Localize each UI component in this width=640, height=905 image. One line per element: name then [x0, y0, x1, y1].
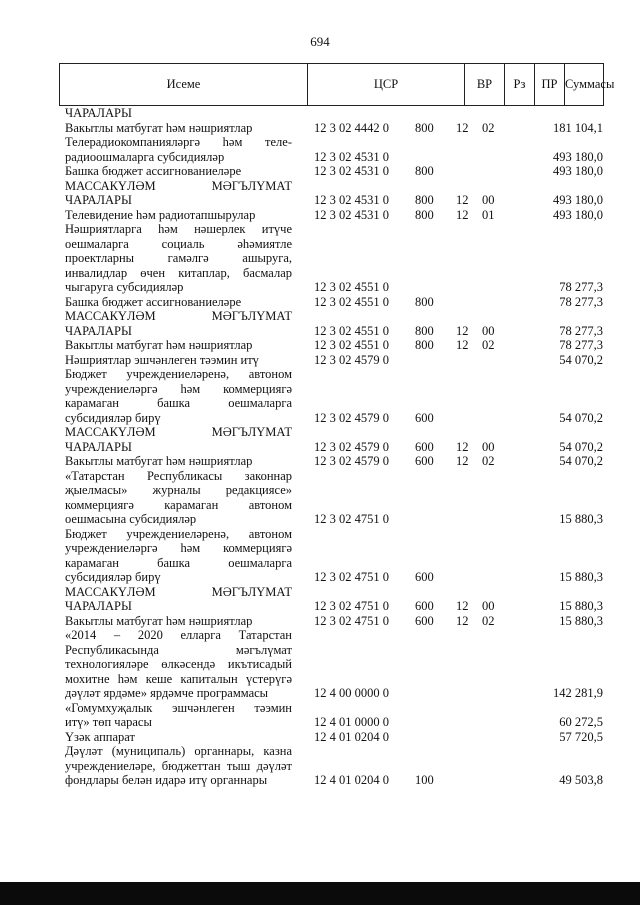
row-name-line: оешмасына субсидияләр	[65, 512, 197, 526]
table-row	[65, 730, 605, 745]
row-name-line: Вакытлы матбугат һәм нәшриятлар	[65, 454, 253, 468]
row-vr: 600	[415, 454, 434, 468]
row-name-line: Бюджет учреждениеләренә, автоном	[65, 526, 292, 541]
header-sum: Суммасы	[565, 77, 615, 91]
row-csr: 12 3 02 4531 0	[314, 164, 389, 178]
row-rz: 12	[456, 613, 469, 628]
header-pr: ПР	[535, 64, 565, 105]
row-name-line: Нәшриятлар эшчәнлеген тәэмин итү	[65, 352, 259, 367]
row-csr: 12 3 02 4579 0	[314, 454, 389, 468]
row-name-line: Республикасында мәгълүмат	[65, 642, 292, 657]
row-pr: 02	[482, 338, 495, 352]
row-name-line: учреждениеләргә һәм коммерциягә	[65, 541, 292, 555]
row-name-line: проектларны гамәлгә ашыруга,	[65, 251, 292, 265]
row-csr: 12 3 02 4751 0	[314, 599, 389, 613]
row-rz: 12	[456, 454, 469, 468]
row-csr: 12 3 02 4751 0	[314, 512, 389, 526]
row-name	[65, 701, 292, 730]
row-csr: 12 3 02 4551 0	[314, 323, 389, 338]
row-name-line: фондлары белән идарә итү органнары	[65, 773, 268, 787]
row-name	[65, 454, 292, 469]
row-rz: 12	[456, 338, 469, 352]
row-sum: 54 070,2	[559, 410, 603, 425]
table-row	[65, 309, 605, 338]
row-csr: 12 4 01 0204 0	[314, 729, 389, 744]
row-sum: 49 503,8	[559, 773, 603, 787]
row-csr: 12 3 02 4442 0	[314, 120, 389, 135]
row-name-line: мохитне һәм кеше капиталын үстерүгә	[65, 671, 292, 686]
row-vr: 600	[415, 613, 434, 628]
row-pr: 02	[482, 120, 495, 135]
row-sum: 15 880,3	[559, 613, 603, 628]
row-sum: 15 880,3	[559, 599, 603, 613]
row-pr: 00	[482, 323, 495, 338]
row-name-line: Бюджет учреждениеләренә, автоном	[65, 367, 292, 381]
row-csr: 12 3 02 4751 0	[314, 570, 389, 584]
row-vr: 800	[415, 294, 434, 309]
row-sum: 493 180,0	[553, 149, 603, 164]
row-csr: 12 3 02 4531 0	[314, 149, 389, 164]
row-name-line: Үзәк аппарат	[65, 729, 135, 744]
table-row	[65, 106, 605, 121]
row-name	[65, 469, 292, 527]
row-vr: 800	[415, 164, 434, 178]
table-row	[65, 701, 605, 730]
row-sum: 142 281,9	[553, 686, 603, 700]
row-name	[65, 744, 292, 788]
row-sum: 493 180,0	[553, 164, 603, 178]
row-name-line: «Гомумхуҗалык эшчәнлеген тәэмин	[65, 700, 292, 715]
row-name-line: җыелмасы» журналы редакциясе»	[65, 483, 292, 497]
row-name-line: Телерадиокомпанияләргә һәм теле-	[65, 135, 292, 149]
row-pr: 00	[482, 193, 495, 207]
row-csr: 12 4 00 0000 0	[314, 686, 389, 700]
row-csr: 12 3 02 4551 0	[314, 338, 389, 352]
table-row	[65, 614, 605, 629]
row-sum: 78 277,3	[559, 294, 603, 309]
row-pr: 02	[482, 454, 495, 468]
row-pr: 00	[482, 599, 495, 613]
row-vr: 800	[415, 338, 434, 352]
table-row	[65, 454, 605, 469]
row-name	[65, 135, 292, 164]
row-name-line: Телевидение һәм радиотапшырулар	[65, 207, 256, 222]
row-name	[65, 179, 292, 208]
table-row	[65, 353, 605, 368]
row-sum: 493 180,0	[553, 193, 603, 207]
row-name-line: технологияләре өлкәсендә икътисадый	[65, 657, 292, 671]
row-pr: 02	[482, 613, 495, 628]
row-sum: 181 104,1	[553, 120, 603, 135]
row-name	[65, 121, 292, 136]
row-rz: 12	[456, 207, 469, 222]
row-vr: 100	[415, 773, 434, 787]
row-name-line: ЧАРАЛАРЫ	[65, 599, 132, 613]
row-name-line: МАССАКҮЛӘМ МӘГЪЛҮМАТ	[65, 425, 292, 439]
row-name-line: итү» төп чарасы	[65, 715, 152, 729]
row-name-line: МАССАКҮЛӘМ МӘГЪЛҮМАТ	[65, 584, 292, 599]
row-name-line: «2014 – 2020 елларга Татарстан	[65, 628, 292, 642]
row-name-line: МАССАКҮЛӘМ МӘГЪЛҮМАТ	[65, 178, 292, 193]
row-sum: 78 277,3	[559, 280, 603, 294]
row-name-line: чыгаруга субсидияләр	[65, 280, 184, 294]
table-row	[65, 367, 605, 425]
row-name-line: Вакытлы матбугат һәм нәшриятлар	[65, 613, 253, 628]
row-vr: 800	[415, 323, 434, 338]
row-name	[65, 585, 292, 614]
row-name	[65, 208, 292, 223]
header-rz: Рз	[505, 64, 535, 105]
row-sum: 493 180,0	[553, 207, 603, 222]
header-csr: ЦСР	[308, 64, 465, 105]
row-csr: 12 3 02 4579 0	[314, 352, 389, 367]
row-vr: 600	[415, 439, 434, 454]
table-header	[59, 63, 615, 106]
table-row	[65, 295, 605, 310]
table-row	[65, 425, 605, 454]
row-name-line: карамаган башка оешмаларга	[65, 555, 292, 570]
row-name-line: учреждениеләре, бюджеттан тыш дәүләт	[65, 758, 292, 773]
row-name-line: ЧАРАЛАРЫ	[65, 323, 132, 338]
row-csr: 12 3 02 4531 0	[314, 207, 389, 222]
row-name-line: инвалидлар өчен китаплар, басмалар	[65, 265, 292, 280]
table-row	[65, 469, 605, 527]
row-csr: 12 3 02 4579 0	[314, 410, 389, 425]
row-rz: 12	[456, 120, 469, 135]
row-csr: 12 3 02 4531 0	[314, 193, 389, 207]
row-name-line: «Татарстан Республикасы законнар	[65, 468, 292, 483]
row-name-line: Башка бюджет ассигнованиеләре	[65, 164, 242, 178]
row-name	[65, 222, 292, 295]
row-csr: 12 3 02 4551 0	[314, 280, 389, 294]
table-row	[65, 121, 605, 136]
row-rz: 12	[456, 323, 469, 338]
row-name-line: карамаган башка оешмаларга	[65, 396, 292, 410]
row-name-line: оешмаларга социаль әһәмиятле	[65, 236, 292, 251]
row-name	[65, 628, 292, 701]
row-name-line: ЧАРАЛАРЫ	[65, 193, 132, 207]
row-name-line: Дәүләт (муниципаль) органнары, казна	[65, 744, 292, 758]
table-row	[65, 222, 605, 295]
table-row	[65, 527, 605, 585]
table-row	[65, 744, 605, 788]
row-name	[65, 338, 292, 353]
table-row	[65, 164, 605, 179]
row-rz: 12	[456, 599, 469, 613]
row-name	[65, 614, 292, 629]
row-vr: 800	[415, 120, 434, 135]
header-vr: ВР	[465, 64, 505, 105]
row-name	[65, 295, 292, 310]
row-sum: 15 880,3	[559, 512, 603, 526]
row-name-line: радиоошмаларга субсидияләр	[65, 149, 225, 164]
table-row	[65, 338, 605, 353]
row-vr: 600	[415, 599, 434, 613]
row-name	[65, 353, 292, 368]
page-number: 694	[310, 34, 330, 49]
row-name-line: субсидияләр бирү	[65, 570, 161, 584]
row-name-line: ЧАРАЛАРЫ	[65, 439, 132, 454]
header-name: Исеме	[60, 64, 308, 105]
row-csr: 12 4 01 0204 0	[314, 773, 389, 787]
table-row	[65, 179, 605, 208]
table-row	[65, 135, 605, 164]
row-sum: 15 880,3	[559, 570, 603, 584]
row-rz: 12	[456, 439, 469, 454]
row-name-line: учреждениеләргә һәм коммерциягә	[65, 381, 292, 396]
row-name	[65, 164, 292, 179]
row-csr: 12 3 02 4751 0	[314, 613, 389, 628]
row-csr: 12 4 01 0000 0	[314, 715, 389, 729]
row-name	[65, 309, 292, 338]
row-sum: 78 277,3	[559, 323, 603, 338]
row-name	[65, 527, 292, 585]
row-name-line: дәүләт ярдәме» ярдәмче программасы	[65, 686, 269, 700]
row-name	[65, 367, 292, 425]
row-name	[65, 730, 292, 745]
row-sum: 54 070,2	[559, 439, 603, 454]
row-name-line: Нәшриятларга һәм нәшерлек итүче	[65, 222, 292, 236]
row-name-line: коммерциягә карамаган автоном	[65, 497, 292, 512]
row-sum: 54 070,2	[559, 454, 603, 468]
row-name	[65, 106, 292, 121]
row-vr: 800	[415, 193, 434, 207]
row-name-line: МАССАКҮЛӘМ МӘГЪЛҮМАТ	[65, 309, 292, 323]
table-row	[65, 585, 605, 614]
row-sum: 57 720,5	[559, 729, 603, 744]
row-sum: 78 277,3	[559, 338, 603, 352]
table-row	[65, 208, 605, 223]
row-pr: 01	[482, 207, 495, 222]
row-name-line: Башка бюджет ассигнованиеләре	[65, 294, 242, 309]
row-vr: 600	[415, 570, 434, 584]
row-csr: 12 3 02 4551 0	[314, 294, 389, 309]
row-csr: 12 3 02 4579 0	[314, 439, 389, 454]
row-pr: 00	[482, 439, 495, 454]
row-rz: 12	[456, 193, 469, 207]
row-sum: 54 070,2	[559, 352, 603, 367]
scan-bottom-edge	[0, 882, 640, 905]
row-name-line: Вакытлы матбугат һәм нәшриятлар	[65, 120, 253, 135]
row-name	[65, 425, 292, 454]
row-vr: 800	[415, 207, 434, 222]
table-body	[65, 106, 605, 788]
row-name-line: ЧАРАЛАРЫ	[65, 106, 132, 120]
table-row	[65, 628, 605, 701]
row-sum: 60 272,5	[559, 715, 603, 729]
row-name-line: субсидияләр бирү	[65, 410, 161, 425]
row-name-line: Вакытлы матбугат һәм нәшриятлар	[65, 338, 253, 352]
row-vr: 600	[415, 410, 434, 425]
